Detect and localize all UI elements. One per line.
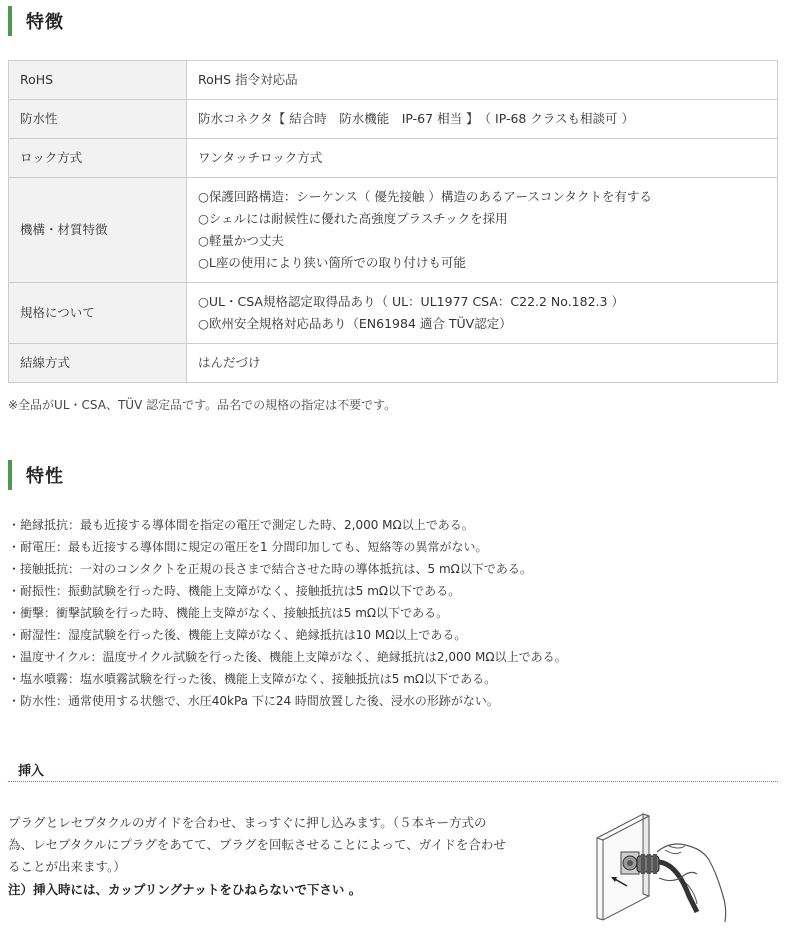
list-item: ・耐振性：振動試験を行った時、機能上支障がなく、接触抵抗は5 mΩ以下である。 — [8, 584, 461, 598]
connector-insert-illustration-icon — [585, 800, 735, 928]
spec-line: ○軽量かつ丈夫 — [198, 233, 284, 248]
insert-line: 為、レセプタクルにプラグをあてて、プラグを回転させることによって、ガイドを合わせ — [8, 837, 506, 852]
spec-line: ○UL・CSA規格認定取得品あり（ UL：UL1977 CSA：C22.2 No.182.3 ） — [198, 294, 624, 309]
spec-row-standards — [9, 283, 778, 344]
spec-row-mechanism — [9, 178, 778, 283]
spec-row-wiring — [9, 344, 778, 383]
features-title: 特徴 — [26, 12, 64, 33]
spec-value — [187, 344, 778, 383]
spec-label: 結線方式 — [9, 344, 187, 383]
list-item: ・接触抵抗：一対のコンタクトを正規の長さまで結合させた時の導体抵抗は、5 mΩ以下である。 — [8, 562, 532, 576]
features-heading — [8, 6, 64, 36]
spec-line: ○シェルには耐候性に優れた高強度プラスチックを採用 — [198, 211, 508, 226]
spec-label: ロック方式 — [9, 139, 187, 178]
spec-value — [187, 100, 778, 139]
list-item: ・塩水噴霧：塩水噴霧試験を行った後、機能上支障がなく、接触抵抗は5 mΩ以下である。 — [8, 672, 497, 686]
heading-accent-bar — [8, 6, 12, 36]
list-item: ・温度サイクル：温度サイクル試験を行った後、機能上支障がなく、絶縁抵抗は2,000 MΩ以上である。 — [8, 650, 567, 664]
insert-heading — [8, 757, 778, 782]
spec-line: ○欧州安全規格対応品あり（EN61984 適合 TÜV認定） — [198, 316, 512, 331]
characteristics-heading — [8, 460, 64, 490]
list-item: ・衝撃：衝撃試験を行った時、機能上支障がなく、接触抵抗は5 mΩ以下である。 — [8, 606, 449, 620]
heading-accent-bar — [8, 460, 12, 490]
spec-line: RoHS 指令対応品 — [198, 72, 298, 87]
spec-line: ○保護回路構造：シーケンス（ 優先接触 ）構造のあるアースコンタクトを有する — [198, 189, 652, 204]
list-item: ・耐電圧：最も近接する導体間に規定の電圧を1 分間印加しても、短絡等の異常がない。 — [8, 540, 488, 554]
spec-row-lock — [9, 139, 778, 178]
spec-line: 防水コネクタ【 結合時 防水機能 IP-67 相当 】 （ IP-68 クラスも相談可 ） — [198, 111, 634, 126]
spec-label: 規格について — [9, 283, 187, 344]
certification-note: ※全品がUL・CSA、TÜV 認定品です。品名での規格の指定は不要です。 — [8, 398, 397, 412]
spec-label: 機構・材質特徴 — [9, 178, 187, 283]
spec-value — [187, 178, 778, 283]
spec-label: RoHS — [9, 61, 187, 100]
insert-line: ることが出来ます。） — [8, 859, 126, 874]
spec-value — [187, 283, 778, 344]
list-item: ・耐湿性：湿度試験を行った後、機能上支障がなく、絶縁抵抗は10 MΩ以上である。 — [8, 628, 467, 642]
spec-row-waterproof — [9, 100, 778, 139]
characteristics-title: 特性 — [26, 466, 64, 487]
insert-caution: 注）挿入時には、カップリングナットをひねらないで下さい 。 — [8, 882, 362, 897]
list-item: ・絶縁抵抗：最も近接する導体間を指定の電圧で測定した時、2,000 MΩ以上である。 — [8, 518, 474, 532]
spec-row-rohs — [9, 61, 778, 100]
characteristics-list — [8, 514, 778, 712]
spec-table — [8, 60, 778, 383]
spec-value — [187, 61, 778, 100]
spec-value — [187, 139, 778, 178]
spec-label: 防水性 — [9, 100, 187, 139]
insert-line: プラグとレセプタクルのガイドを合わせ、まっすぐに押し込みます。（５本キー方式の — [8, 815, 487, 830]
insert-instructions — [8, 812, 543, 901]
list-item: ・防水性：通常使用する状態で、水圧40kPa 下に24 時間放置した後、浸水の形跡がない。 — [8, 694, 499, 708]
spec-line: はんだづけ — [198, 355, 261, 370]
spec-line: ワンタッチロック方式 — [198, 150, 323, 165]
spec-line: ○L座の使用により狭い箇所での取り付けも可能 — [198, 255, 466, 270]
insert-title: 挿入 — [18, 764, 45, 779]
